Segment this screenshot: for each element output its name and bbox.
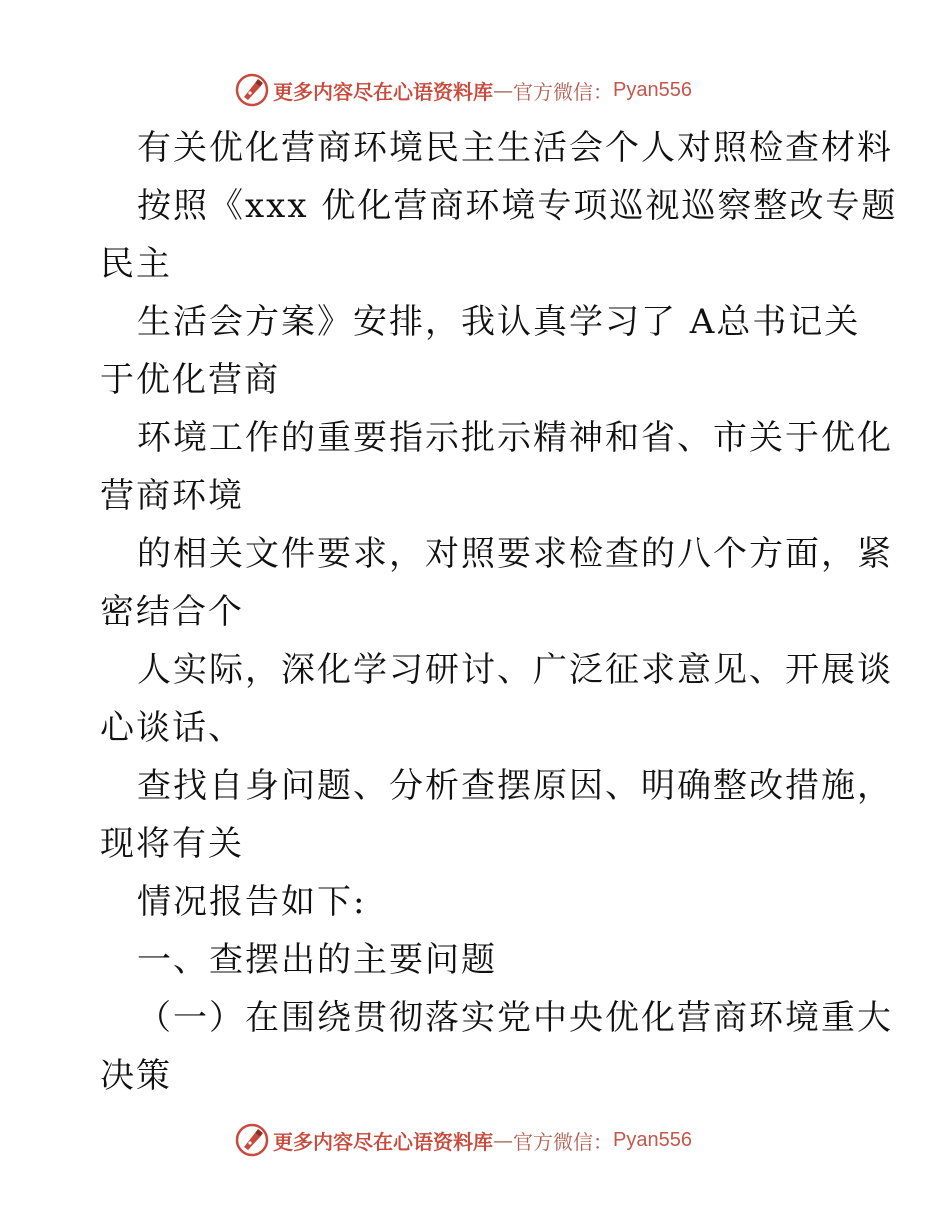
watermark-separator: — — [493, 1128, 513, 1152]
paragraph-line: 现将有关 — [100, 824, 244, 864]
watermark-main-text: 更多内容尽在心语资料库 — [273, 1129, 493, 1154]
watermark-separator: — — [493, 78, 513, 102]
section-heading: 一、查摆出的主要问题 — [137, 940, 497, 980]
paragraph-line: 营商环境 — [100, 476, 244, 516]
document-title: 有关优化营商环境民主生活会个人对照检查材料 — [137, 128, 893, 168]
pen-nib-logo-icon — [235, 1123, 269, 1157]
paragraph-line: 情况报告如下: — [137, 882, 367, 922]
paragraph-line: 按照《xxx 优化营商环境专项巡视巡察整改专题 — [137, 186, 898, 226]
paragraph-line: 心谈话、 — [100, 708, 244, 748]
subsection-heading: （一）在围绕贯彻落实党中央优化营商环境重大 — [137, 998, 893, 1038]
footer-watermark — [235, 1122, 692, 1158]
watermark-wechat-id: Pyan556 — [613, 78, 692, 101]
watermark-wechat-label: 官方微信： — [513, 1129, 613, 1154]
watermark-wechat-id: Pyan556 — [613, 1128, 692, 1151]
paragraph-line: 的相关文件要求，对照要求检查的八个方面，紧 — [137, 534, 893, 574]
paragraph-line: 民主 — [100, 244, 172, 284]
paragraph-line: 生活会方案》安排，我认真学习了 A总书记关 — [137, 302, 861, 342]
paragraph-line: 密结合个 — [100, 592, 244, 632]
paragraph-line: 查找自身问题、分析查摆原因、明确整改措施， — [137, 766, 893, 806]
paragraph-line: 于优化营商 — [100, 360, 280, 400]
watermark-wechat-label: 官方微信： — [513, 79, 613, 104]
watermark-main-text: 更多内容尽在心语资料库 — [273, 79, 493, 104]
paragraph-line: 人实际，深化学习研讨、广泛征求意见、开展谈 — [137, 650, 893, 690]
paragraph-line: 决策 — [100, 1056, 172, 1096]
paragraph-line: 环境工作的重要指示批示精神和省、市关于优化 — [137, 418, 893, 458]
